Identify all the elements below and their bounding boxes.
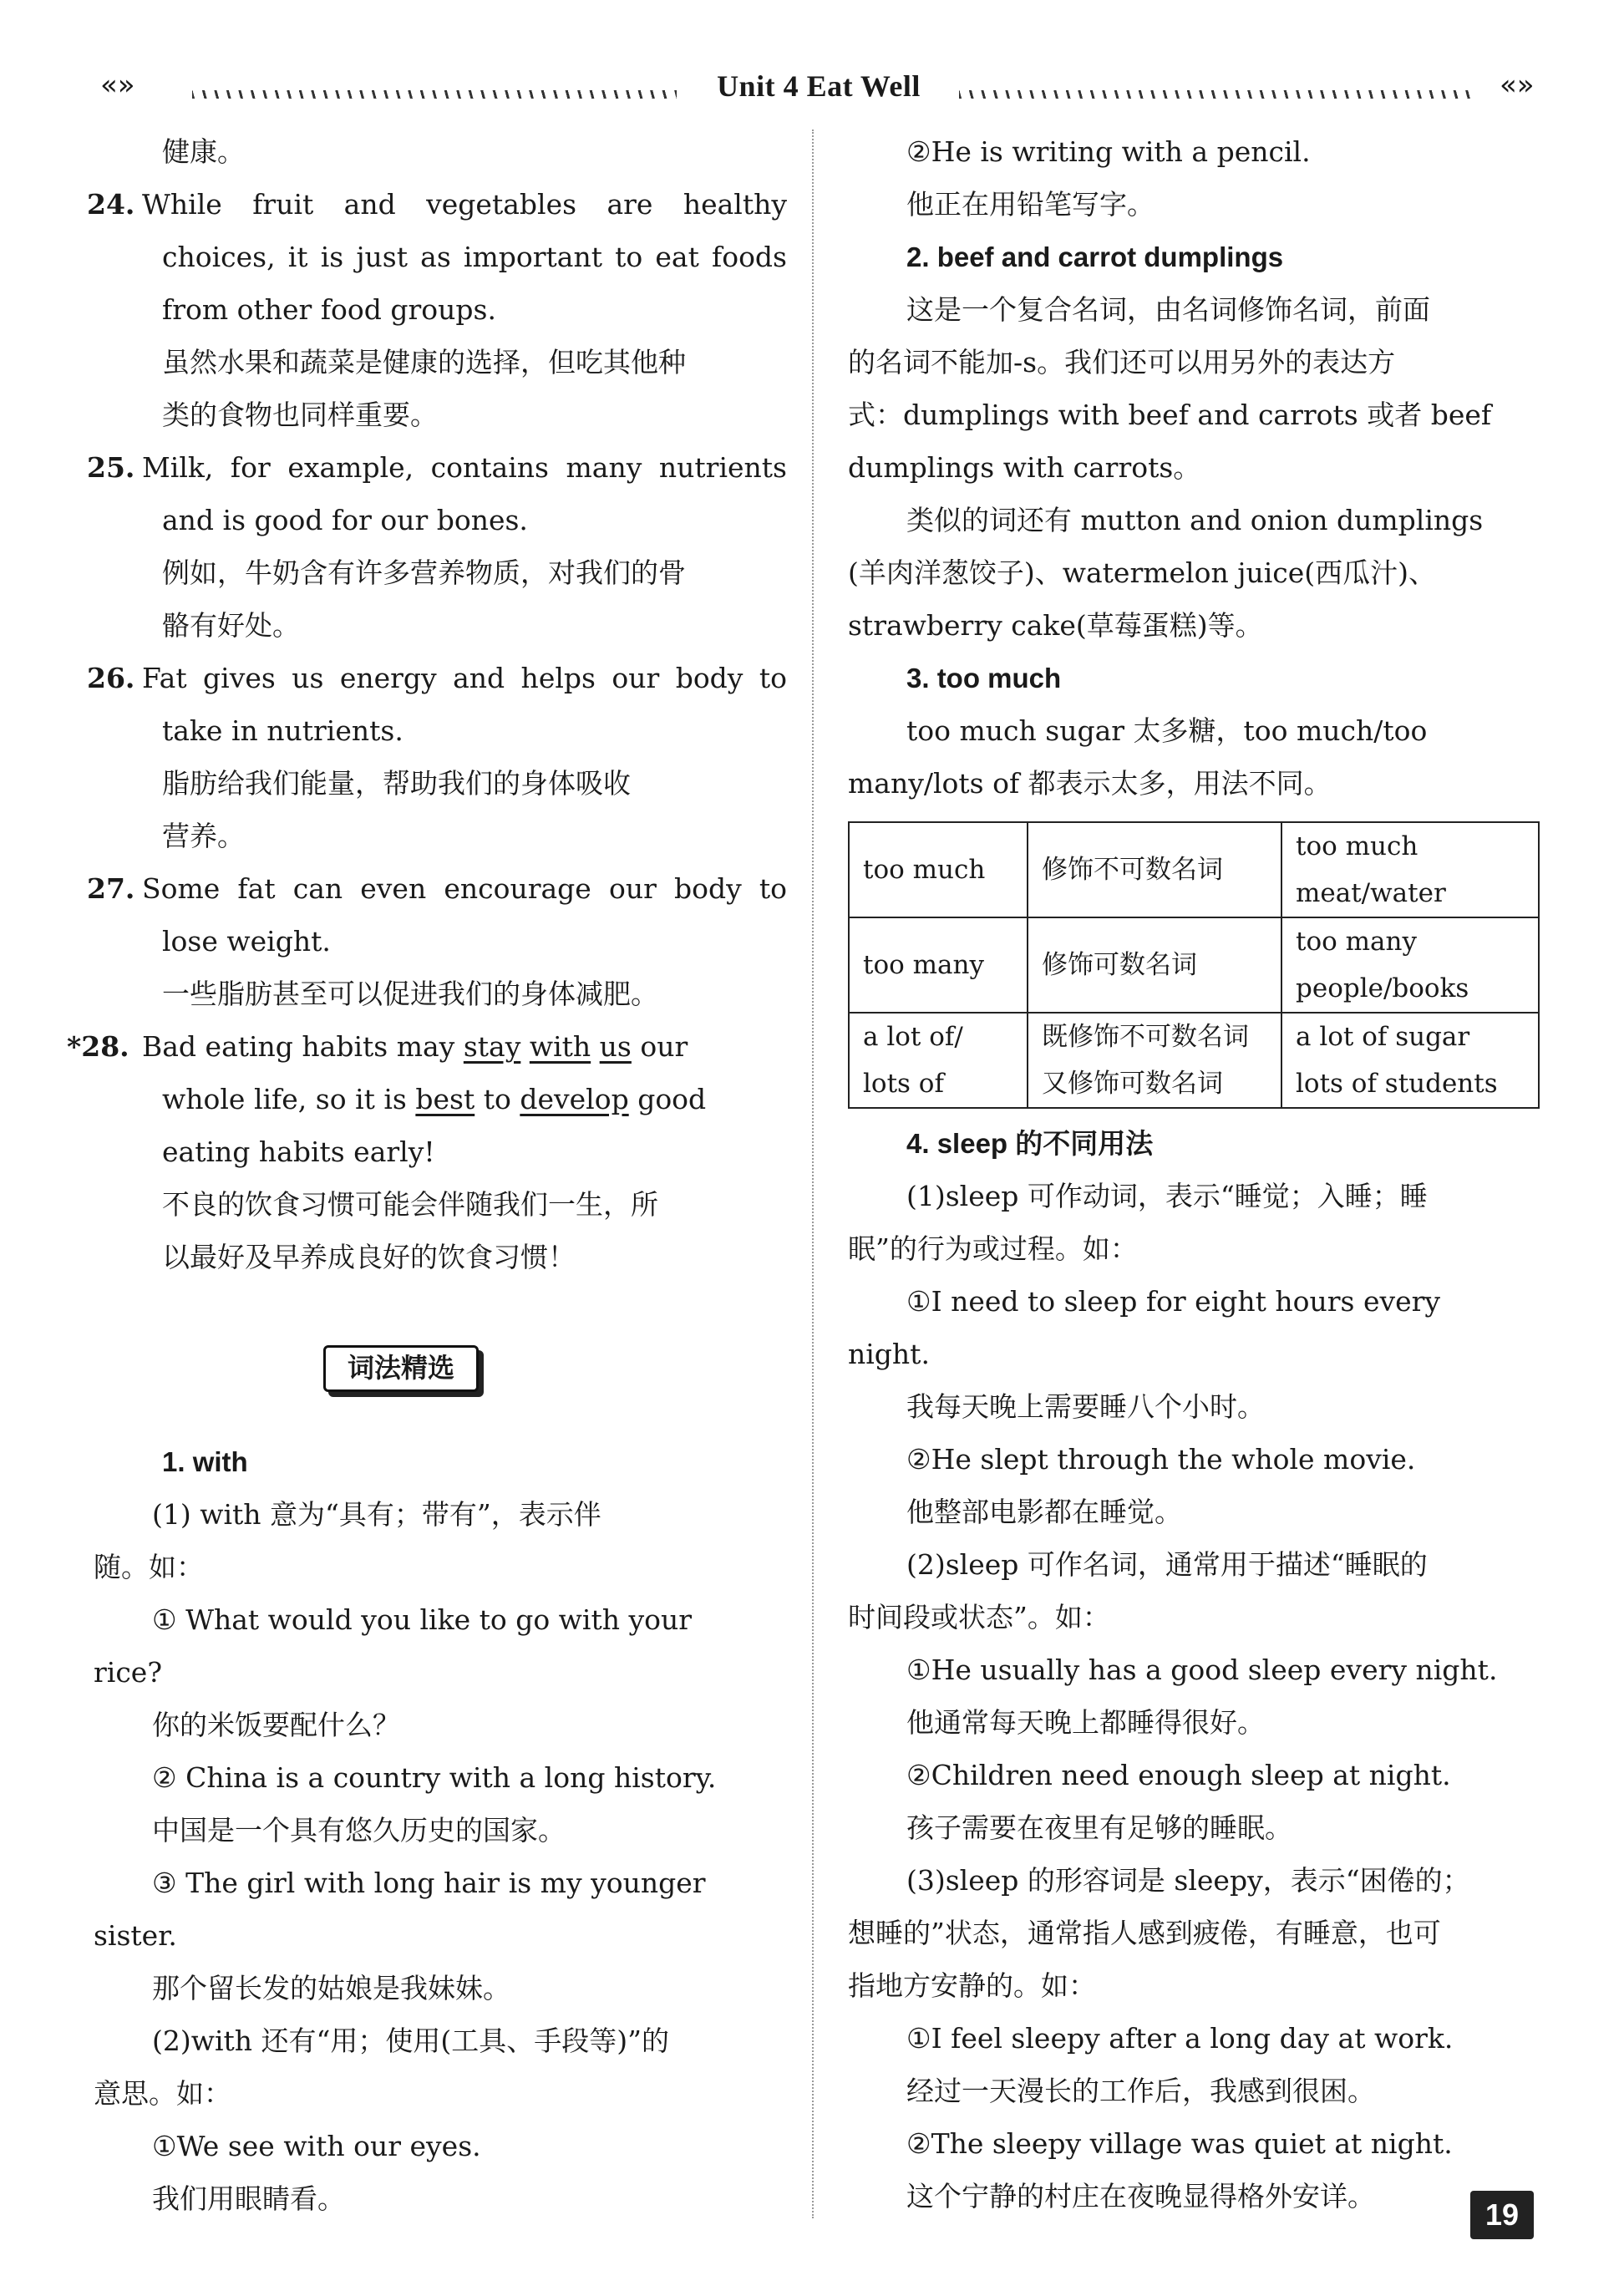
explanation: 随。如：: [94, 1551, 204, 1583]
usage-table: [848, 821, 1540, 1109]
explanation: 式：dumplings with beef and carrots 或者 beef: [848, 399, 1492, 431]
table-cell: 修饰可数名词: [1028, 917, 1281, 1013]
example-zh: 这个宁静的村庄在夜晚显得格外安详。: [906, 2180, 1375, 2212]
explanation: 指地方安静的。如：: [848, 1969, 1096, 2002]
continuation-text: 健康。: [162, 135, 245, 168]
page-header: [0, 69, 1624, 119]
example-en: ①I need to sleep for eight hours every: [906, 1285, 1441, 1318]
table-row: [849, 822, 1539, 917]
example-zh: 我每天晚上需要睡八个小时。: [906, 1390, 1265, 1423]
header-ornament-right-icon: «»: [1500, 69, 1535, 102]
explanation: 想睡的”状态，通常指人感到疲倦，有睡意，也可: [848, 1917, 1441, 1949]
sentence-en: take in nutrients.: [162, 714, 403, 747]
explanation: 类似的词还有 mutton and onion dumplings: [906, 504, 1484, 536]
table-cell: too much: [849, 822, 1028, 917]
sentence-number: 24.: [87, 188, 135, 221]
right-column: [848, 125, 1541, 2223]
example-zh: 你的米饭要配什么？: [152, 1709, 400, 1741]
example-en: ① What would you like to go with your: [152, 1603, 693, 1636]
sentence-26: [87, 652, 787, 862]
sentence-en: Fat gives us energy and helps our body to: [142, 662, 787, 694]
unit-title: Unit 4 Eat Well: [717, 69, 921, 103]
vocab-with: [94, 1435, 787, 2225]
table-cell: 修饰不可数名词: [1028, 822, 1281, 917]
explanation: 时间段或状态”。如：: [848, 1601, 1110, 1633]
explanation: dumplings with carrots。: [848, 451, 1201, 484]
example-zh: 他正在用铅笔写字。: [906, 188, 1155, 221]
sentence-en: eating habits early!: [162, 1135, 435, 1168]
table-row: [849, 917, 1539, 1013]
example-en: ③ The girl with long hair is my younger: [152, 1867, 706, 1899]
header-rule-left: [192, 90, 677, 99]
example-en: night.: [848, 1338, 930, 1370]
table-cell: 既修饰不可数名词 又修饰可数名词: [1028, 1013, 1281, 1108]
sentence-zh: 脂肪给我们能量，帮助我们的身体吸收: [162, 767, 631, 800]
sentence-zh: 不良的饮食习惯可能会伴随我们一生，所: [162, 1188, 658, 1221]
sentence-zh: 以最好及早养成良好的饮食习惯！: [162, 1241, 576, 1273]
vocab-title: 1. with: [162, 1446, 248, 1477]
explanation: (2)with 还有“用；使用(工具、手段等)”的: [152, 2024, 670, 2057]
column-divider: [812, 130, 814, 2218]
underlined-word: best: [415, 1083, 475, 1115]
left-column: [67, 125, 787, 2225]
underlined-word: develop: [520, 1083, 629, 1115]
explanation: (2)sleep 可作名词，通常用于描述“睡眠的: [906, 1548, 1428, 1581]
sentence-number: *28.: [67, 1030, 129, 1063]
table-cell: a lot of sugar lots of students: [1281, 1013, 1539, 1108]
sentence-zh: 营养。: [162, 820, 245, 852]
section-heading: 词法精选: [323, 1345, 479, 1392]
sentence-zh: 例如，牛奶含有许多营养物质，对我们的骨: [162, 556, 686, 589]
example-zh: 他通常每天晚上都睡得很好。: [906, 1706, 1265, 1739]
explanation: 的名词不能加-s。我们还可以用另外的表达方: [848, 346, 1396, 378]
example-zh: 那个留长发的姑娘是我妹妹。: [152, 1972, 510, 2004]
explanation: 这是一个复合名词，由名词修饰名词，前面: [906, 293, 1430, 326]
sentence-number: 27.: [87, 872, 135, 905]
sentence-27: [87, 862, 787, 1020]
explanation: 意思。如：: [94, 2077, 231, 2110]
table-cell: a lot of/ lots of: [849, 1013, 1028, 1108]
header-rule-right: [959, 90, 1477, 99]
vocab-too-much: [848, 652, 1541, 1109]
example-en: ①He usually has a good sleep every night.: [906, 1654, 1498, 1686]
sentence-en: choices, it is just as important to eat foods: [162, 241, 787, 273]
example-zh: 孩子需要在夜里有足够的睡眠。: [906, 1811, 1292, 1844]
sentence-zh: 类的食物也同样重要。: [162, 399, 438, 431]
sentence-number: 25.: [87, 451, 135, 484]
header-ornament-left-icon: «»: [100, 69, 135, 102]
table-cell: too many people/books: [1281, 917, 1539, 1013]
example-en: ②He is writing with a pencil.: [906, 135, 1311, 168]
table-cell: too many: [849, 917, 1028, 1013]
example-en: ②The sleepy village was quiet at night.: [906, 2127, 1453, 2160]
example-zh: 我们用眼睛看。: [152, 2182, 345, 2215]
vocab-title: 3. too much: [906, 663, 1062, 693]
vocab-beef-dumplings: [848, 231, 1541, 652]
table-cell: too much meat/water: [1281, 822, 1539, 917]
sentence-zh: 一些脂肪甚至可以促进我们的身体减肥。: [162, 978, 658, 1010]
sentence-28: *28. Bad eating habits may stay with us our whole life, so it is best to develop good eating habits early! 不良的饮食习惯可能会伴随我们一生，所 以最好及早养成良好的饮食习惯！: [94, 1020, 787, 1283]
example-zh: 中国是一个具有悠久历史的国家。: [152, 1814, 566, 1847]
example-en: ①I feel sleepy after a long day at work.: [906, 2022, 1454, 2055]
sentence-en: lose weight.: [162, 925, 331, 958]
example-en: sister.: [94, 1919, 177, 1952]
page-number: 19: [1470, 2191, 1534, 2239]
sentence-25: [87, 441, 787, 652]
explanation: (1) with 意为“具有；带有”，表示伴: [152, 1498, 601, 1531]
sentence-en: from other food groups.: [162, 293, 496, 326]
explanation: (羊肉洋葱饺子)、watermelon juice(西瓜汁)、: [848, 556, 1437, 589]
sentence-zh: 虽然水果和蔬菜是健康的选择，但吃其他种: [162, 346, 686, 378]
explanation: strawberry cake(草莓蛋糕)等。: [848, 609, 1263, 642]
example-zh: 经过一天漫长的工作后，我感到很困。: [906, 2075, 1375, 2107]
underlined-word: us: [599, 1030, 632, 1063]
explanation: too much sugar 太多糖，too much/too: [906, 714, 1428, 747]
explanation: 眠”的行为或过程。如：: [848, 1232, 1138, 1265]
example-en: ②Children need enough sleep at night.: [906, 1759, 1451, 1791]
explanation: (1)sleep 可作动词，表示“睡觉；入睡；睡: [906, 1180, 1428, 1212]
sentence-en: and is good for our bones.: [162, 504, 528, 536]
sentence-en: While fruit and vegetables are healthy: [142, 188, 787, 221]
vocab-title: 4. sleep 的不同用法: [906, 1128, 1154, 1159]
example-en: ② China is a country with a long history.: [152, 1761, 717, 1794]
sentence-number: 26.: [87, 662, 135, 694]
underlined-word: stay: [463, 1030, 521, 1063]
example-en: rice?: [94, 1656, 163, 1689]
table-row: [849, 1013, 1539, 1108]
explanation: (3)sleep 的形容词是 sleepy，表示“困倦的；: [906, 1864, 1470, 1897]
example-en: ②He slept through the whole movie.: [906, 1443, 1416, 1476]
sentence-24: [87, 178, 787, 441]
sentence-en: Some fat can even encourage our body to: [142, 872, 787, 905]
example-zh: 他整部电影都在睡觉。: [906, 1496, 1182, 1528]
sentence-en: Milk, for example, contains many nutrients: [142, 451, 787, 484]
vocab-sleep: [848, 1117, 1541, 2223]
explanation: many/lots of 都表示太多，用法不同。: [848, 767, 1332, 800]
example-en: ①We see with our eyes.: [152, 2130, 481, 2162]
underlined-word: with: [529, 1030, 591, 1063]
sentence-zh: 骼有好处。: [162, 609, 300, 642]
vocab-title: 2. beef and carrot dumplings: [906, 241, 1284, 272]
